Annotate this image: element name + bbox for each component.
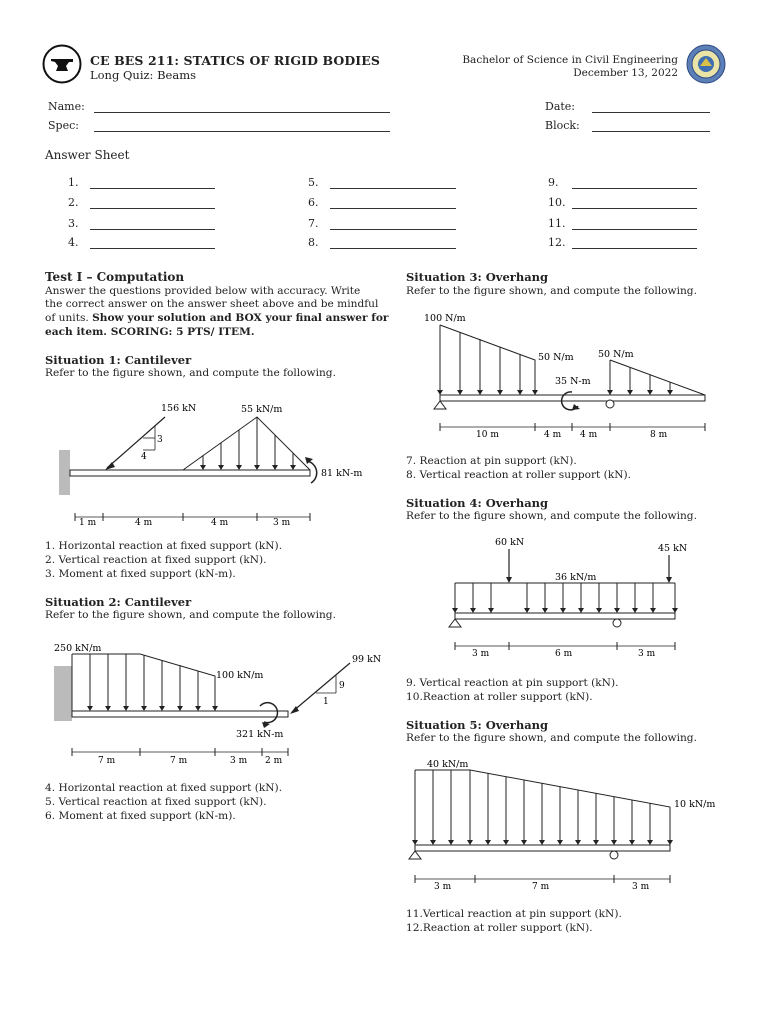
dim-label: 4 m xyxy=(544,430,562,440)
answer-number: 4. xyxy=(68,236,79,249)
situation-5-figure xyxy=(400,755,730,900)
pin-support xyxy=(449,619,461,627)
instructions-bold: Show your solution and BOX your final answer for xyxy=(92,312,389,324)
situation-5-refer: Refer to the figure shown, and compute the following. xyxy=(406,732,697,744)
load-label: 55 kN/m xyxy=(241,404,283,415)
force-left-label: 60 kN xyxy=(495,537,525,548)
slope-h: 1 xyxy=(323,697,329,707)
instructions-text: of units. xyxy=(45,312,93,324)
answer-blank-10[interactable] xyxy=(572,208,697,209)
dim-label: 2 m xyxy=(265,756,283,766)
force-label: 156 kN xyxy=(161,403,197,414)
question: 1. Horizontal reaction at fixed support (kN). xyxy=(45,540,283,552)
block-field[interactable] xyxy=(592,131,710,132)
dim-label: 7 m xyxy=(98,756,116,766)
situation-3-figure xyxy=(420,310,720,445)
situation-1-title: Situation 1: Cantilever xyxy=(45,353,192,367)
dim-label: 4 m xyxy=(580,430,598,440)
answer-blank-8[interactable] xyxy=(330,248,456,249)
dim-label: 3 m xyxy=(273,518,291,528)
instructions-line-4: each item. SCORING: 5 PTS/ ITEM. xyxy=(45,326,255,338)
answer-number: 9. xyxy=(548,176,559,189)
question: 6. Moment at fixed support (kN-m). xyxy=(45,810,236,822)
answer-blank-5[interactable] xyxy=(330,188,456,189)
situation-2-figure xyxy=(50,638,390,773)
course-title: CE BES 211: STATICS OF RIGID BODIES xyxy=(90,53,380,68)
program-name: Bachelor of Science in Civil Engineering xyxy=(462,54,678,66)
load-mid-label: 50 N/m xyxy=(538,352,574,363)
logo-emblem xyxy=(42,44,82,84)
answer-blank-9[interactable] xyxy=(572,188,697,189)
situation-4-figure xyxy=(440,535,700,665)
question: 10.Reaction at roller support (kN). xyxy=(406,691,593,703)
answer-sheet-title: Answer Sheet xyxy=(45,148,130,162)
question: 3. Moment at fixed support (kN-m). xyxy=(45,568,236,580)
question: 7. Reaction at pin support (kN). xyxy=(406,455,577,467)
instructions-line-2: the correct answer on the answer sheet above and be mindful xyxy=(45,298,379,310)
answer-number: 2. xyxy=(68,196,79,209)
answer-number: 11. xyxy=(548,217,566,230)
roller-support xyxy=(606,400,614,408)
date-field[interactable] xyxy=(592,112,710,113)
question: 11.Vertical reaction at pin support (kN). xyxy=(406,908,622,920)
load-left-label: 250 kN/m xyxy=(54,643,102,654)
answer-number: 3. xyxy=(68,217,79,230)
fixed-support xyxy=(54,666,72,721)
answer-blank-1[interactable] xyxy=(90,188,215,189)
situation-2-title: Situation 2: Cantilever xyxy=(45,595,192,609)
load-left-label: 40 kN/m xyxy=(427,759,469,770)
name-field[interactable] xyxy=(94,112,390,113)
answer-number: 1. xyxy=(68,176,79,189)
answer-number: 8. xyxy=(308,236,319,249)
dim-label: 3 m xyxy=(632,882,650,892)
roller-support xyxy=(613,619,621,627)
roller-support xyxy=(610,851,618,859)
situation-4-refer: Refer to the figure shown, and compute the following. xyxy=(406,510,697,522)
question: 2. Vertical reaction at fixed support (kN). xyxy=(45,554,267,566)
header-date: December 13, 2022 xyxy=(573,67,678,79)
situation-5-title: Situation 5: Overhang xyxy=(406,718,549,732)
question: 12.Reaction at roller support (kN). xyxy=(406,922,593,934)
pin-support xyxy=(434,401,446,409)
answer-blank-12[interactable] xyxy=(572,248,697,249)
answer-number: 6. xyxy=(308,196,319,209)
dim-label: 7 m xyxy=(532,882,550,892)
force-label: 99 kN xyxy=(352,654,382,665)
situation-2-refer: Refer to the figure shown, and compute the following. xyxy=(45,609,336,621)
dim-label: 4 m xyxy=(135,518,153,528)
moment-label: 35 N-m xyxy=(555,376,591,387)
instructions-line-3 xyxy=(45,312,389,326)
university-seal xyxy=(686,44,726,84)
block-label: Block: xyxy=(545,119,580,132)
spec-label: Spec: xyxy=(48,119,79,132)
spec-field[interactable] xyxy=(94,131,390,132)
answer-blank-4[interactable] xyxy=(90,248,215,249)
answer-number: 7. xyxy=(308,217,319,230)
dim-label: 3 m xyxy=(434,882,452,892)
dim-label: 3 m xyxy=(230,756,248,766)
instructions-line-1: Answer the questions provided below with accuracy. Write xyxy=(45,285,361,297)
name-label: Name: xyxy=(48,100,85,113)
dim-label: 3 m xyxy=(638,649,656,659)
test-title: Test I – Computation xyxy=(45,270,185,284)
answer-blank-6[interactable] xyxy=(330,208,456,209)
load-right-label: 50 N/m xyxy=(598,349,634,360)
answer-blank-3[interactable] xyxy=(90,229,215,230)
situation-4-title: Situation 4: Overhang xyxy=(406,496,549,510)
load-label: 36 kN/m xyxy=(555,572,597,583)
question: 5. Vertical reaction at fixed support (kN). xyxy=(45,796,267,808)
slope-v: 9 xyxy=(339,681,345,691)
dim-label: 4 m xyxy=(211,518,229,528)
dim-label: 6 m xyxy=(555,649,573,659)
situation-1-refer: Refer to the figure shown, and compute the following. xyxy=(45,367,336,379)
question: 9. Vertical reaction at pin support (kN). xyxy=(406,677,619,689)
answer-blank-11[interactable] xyxy=(572,229,697,230)
moment-label: 81 kN-m xyxy=(321,468,363,479)
answer-blank-7[interactable] xyxy=(330,229,456,230)
dim-label: 1 m xyxy=(79,518,97,528)
quiz-subtitle: Long Quiz: Beams xyxy=(90,68,197,82)
answer-number: 12. xyxy=(548,236,566,249)
dim-label: 7 m xyxy=(170,756,188,766)
answer-number: 5. xyxy=(308,176,319,189)
dim-label: 3 m xyxy=(472,649,490,659)
answer-blank-2[interactable] xyxy=(90,208,215,209)
dim-label: 8 m xyxy=(650,430,668,440)
seal-icon xyxy=(686,44,726,84)
force-right-label: 45 kN xyxy=(658,543,688,554)
date-label: Date: xyxy=(545,100,576,113)
pin-support xyxy=(409,851,421,859)
question: 4. Horizontal reaction at fixed support (kN). xyxy=(45,782,283,794)
fixed-support xyxy=(59,450,70,495)
answer-number: 10. xyxy=(548,196,566,209)
load-left-label: 100 N/m xyxy=(424,313,466,324)
situation-3-refer: Refer to the figure shown, and compute the following. xyxy=(406,285,697,297)
moment-label: 321 kN-m xyxy=(236,729,284,740)
dim-label: 10 m xyxy=(476,430,499,440)
slope-h: 4 xyxy=(141,452,147,462)
slope-v: 3 xyxy=(157,435,163,445)
situation-1-figure xyxy=(55,395,375,535)
load-right-label: 10 kN/m xyxy=(674,799,716,810)
load-right-label: 100 kN/m xyxy=(216,670,264,681)
question: 8. Vertical reaction at roller support (kN). xyxy=(406,469,632,481)
situation-3-title: Situation 3: Overhang xyxy=(406,270,549,284)
anvil-icon xyxy=(42,44,82,84)
